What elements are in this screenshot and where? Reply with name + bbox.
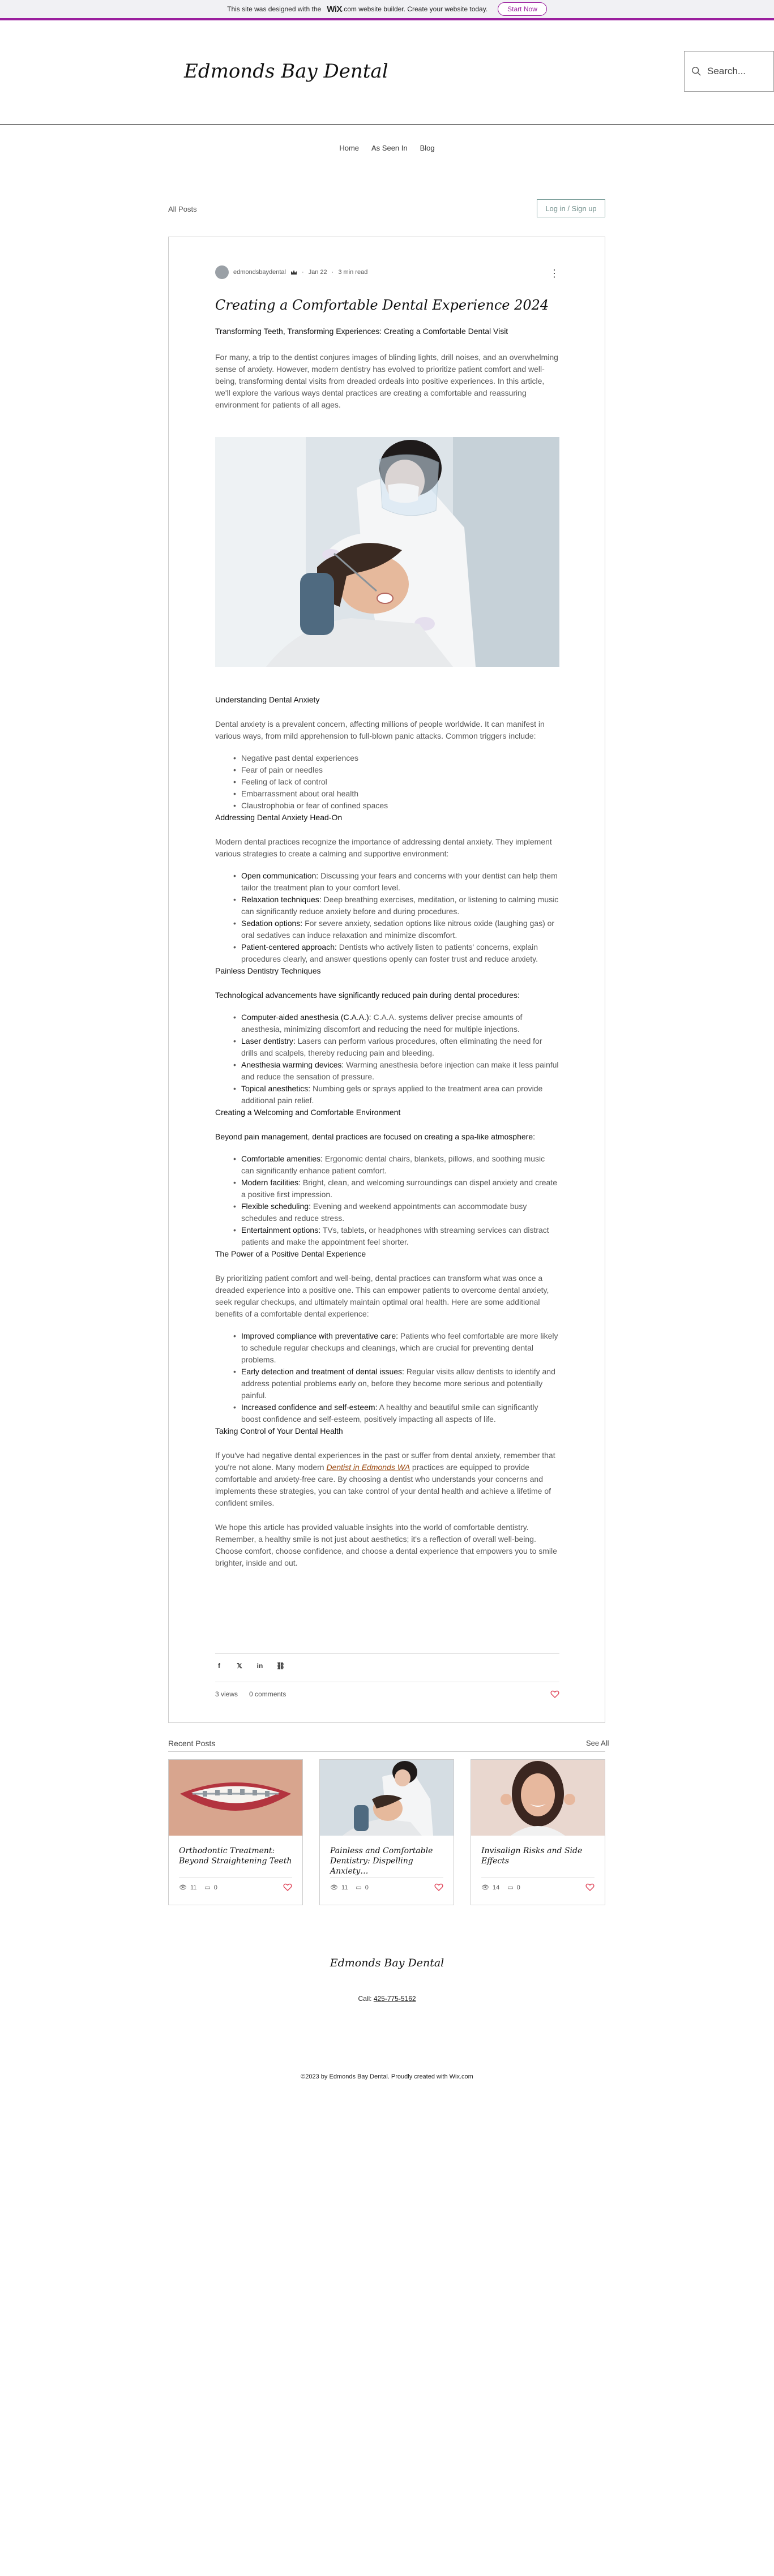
crown-icon: [290, 269, 297, 275]
section-text-power: By prioritizing patient comfort and well-being, dental practices can transform what was once a dreaded experience into a positive one. This can empower patients to overcome dental anxiety, seek regular checkups, and ultimately maintain optimal oral health. Here are some additional benefits of a comfortable dental experience:: [215, 1274, 549, 1318]
list-item: • Claustrophobia or fear of confined spaces: [241, 800, 559, 812]
footer-copyright: ©2023 by Edmonds Bay Dental. Proudly created with Wix.com: [301, 2073, 473, 2080]
facebook-icon[interactable]: f: [218, 1662, 220, 1670]
list-item: • Laser dentistry: Lasers can perform various procedures, often eliminating the need for drills and scalpels, thereby reducing pain and bleeding.: [241, 1035, 559, 1059]
list-item: • Anesthesia warming devices: Warming anesthesia before injection can make it less painful and reduce the sensation of pressure.: [241, 1059, 559, 1083]
site-title[interactable]: Edmonds Bay Dental: [184, 60, 388, 83]
share-row: [215, 1653, 559, 1670]
benefit-list: [215, 1330, 559, 1425]
dental-exam-illustration: [215, 437, 559, 667]
nav-item-as-seen-in[interactable]: As Seen In: [371, 144, 408, 152]
search-placeholder: Search...: [707, 66, 746, 76]
closing-text: We hope this article has provided valuable insights into the world of comfortable dentistry. Remember, a healthy smile is not just about aesthetics; it's a reflection of overall well-being. Choose comfort, choose confidence, and choose a dental experience that empowers you to smile brighter, inside and out.: [215, 1523, 557, 1567]
comment-icon: ▭: [204, 1884, 211, 1891]
list-item: • Comfortable amenities: Ergonomic dental chairs, blankets, pillows, and soothing music can significantly enhance patient comfort.: [241, 1153, 559, 1177]
list-item: • Flexible scheduling: Evening and weekend appointments can accommodate busy schedules and reduce stress.: [241, 1201, 559, 1224]
post-subtitle: Transforming Teeth, Transforming Experiences: Creating a Comfortable Dental Visit: [215, 327, 508, 336]
eye-icon: 👁: [481, 1884, 489, 1891]
linkedin-icon[interactable]: in: [256, 1662, 263, 1670]
section-heading-understanding: Understanding Dental Anxiety: [215, 695, 320, 704]
start-now-button[interactable]: Start Now: [498, 2, 547, 16]
site-header: [0, 23, 774, 125]
section-heading-addressing: Addressing Dental Anxiety Head-On: [215, 813, 343, 822]
eye-icon: 👁: [179, 1884, 187, 1891]
recent-post-title[interactable]: Orthodontic Treatment: Beyond Straightening Teeth: [179, 1846, 292, 1866]
twitter-icon[interactable]: 𝕏: [237, 1662, 242, 1670]
search-input[interactable]: [684, 51, 774, 92]
amenity-list: [215, 1153, 559, 1248]
section-heading-welcoming: Creating a Welcoming and Comfortable Environment: [215, 1108, 401, 1117]
technique-list: [215, 1011, 559, 1107]
footer-call: [0, 1995, 774, 2003]
list-item: • Modern facilities: Bright, clean, and welcoming surroundings can dispel anxiety and create a positive first impression.: [241, 1177, 559, 1201]
recent-post-meta: 👁 14 ▭ 0: [481, 1878, 595, 1891]
list-item: • Increased confidence and self-esteem: A healthy and beautiful smile can significantly boost confidence and self-esteem, positively impacting all aspects of life.: [241, 1401, 559, 1425]
list-item: • Open communication: Discussing your fears and concerns with your dentist can help them tailor the treatment plan to your comfort level.: [241, 870, 559, 894]
recent-post-card[interactable]: [319, 1759, 454, 1905]
main-nav: [0, 144, 774, 152]
trigger-list: [215, 752, 559, 812]
link-icon[interactable]: ⛓: [276, 1662, 285, 1670]
list-item: • Sedation options: For severe anxiety, sedation options like nitrous oxide (laughing gas) or oral sedatives can induce relaxation and minimize discomfort.: [241, 918, 559, 941]
list-item: • Feeling of lack of control: [241, 776, 559, 788]
list-item: • Fear of pain or needles: [241, 764, 559, 776]
login-signup-button[interactable]: Log in / Sign up: [537, 199, 605, 217]
dental-exam-thumbnail: [320, 1760, 454, 1836]
banner-text-before: This site was designed with the: [227, 5, 322, 13]
post-content: [215, 265, 559, 1569]
recent-post-card[interactable]: [471, 1759, 605, 1905]
footer-title: Edmonds Bay Dental: [330, 1957, 444, 1969]
heart-icon[interactable]: [585, 1883, 595, 1891]
recent-posts-title: Recent Posts: [168, 1739, 216, 1748]
search-icon: [691, 66, 702, 76]
view-count: 3 views: [215, 1690, 238, 1698]
avatar[interactable]: [215, 265, 229, 279]
section-text-addressing: Modern dental practices recognize the importance of addressing dental anxiety. They implement various strategies to create a calming and supportive environment:: [215, 837, 552, 858]
author-name[interactable]: edmondsbaydental: [233, 269, 286, 276]
list-item: • Early detection and treatment of dental issues: Regular visits allow dentists to identify and address potential problems early on, before they become more serious and potentially painful.: [241, 1366, 559, 1401]
more-options-icon[interactable]: ⋮: [549, 268, 559, 279]
comment-count[interactable]: 0 comments: [249, 1690, 286, 1698]
heart-icon[interactable]: [550, 1690, 559, 1698]
banner-text-after: .com website builder. Create your website today.: [341, 5, 488, 13]
section-text-understanding: Dental anxiety is a prevalent concern, affecting millions of people worldwide. It can manifest in various ways, from mild apprehension to full-blown panic attacks. Common triggers include:: [215, 719, 545, 740]
recent-post-meta: 👁 11 ▭ 0: [179, 1878, 292, 1891]
author-row: edmondsbaydental · Jan 22 · 3 min read ⋮: [215, 265, 559, 279]
list-item: • Patient-centered approach: Dentists who actively listen to patients' concerns, explain procedures clearly, and answer questions openly can foster trust and reduce anxiety.: [241, 941, 559, 965]
eye-icon: 👁: [330, 1884, 338, 1891]
post-stats: [215, 1682, 559, 1698]
recent-post-image: [169, 1760, 302, 1836]
smiling-woman-image: [471, 1760, 605, 1836]
post-card: [168, 237, 605, 1723]
hero-image: [215, 437, 559, 667]
strategy-list: [215, 870, 559, 965]
list-item: • Improved compliance with preventative care: Patients who feel comfortable are more likely to schedule regular checkups and cleanings, which are crucial for preventing dental problems.: [241, 1330, 559, 1366]
recent-post-card[interactable]: [168, 1759, 303, 1905]
list-item: • Entertainment options: TVs, tablets, or headphones with streaming services can distract patients and make the appointment feel shorter.: [241, 1224, 559, 1248]
wix-logo: WiX: [327, 4, 342, 14]
read-time: 3 min read: [338, 269, 368, 276]
call-label: Call:: [358, 1995, 372, 2003]
dentist-edmonds-link[interactable]: Dentist in Edmonds WA: [326, 1463, 410, 1472]
all-posts-link[interactable]: All Posts: [168, 205, 197, 213]
section-text-welcoming: Beyond pain management, dental practices are focused on creating a spa-like atmosphere:: [215, 1132, 536, 1141]
comment-icon: ▭: [356, 1884, 362, 1891]
section-heading-control: Taking Control of Your Dental Health: [215, 1426, 343, 1435]
recent-post-title[interactable]: Painless and Comfortable Dentistry: Dispelling Anxiety…: [330, 1846, 433, 1876]
post-title: Creating a Comfortable Dental Experience 2024: [215, 297, 549, 313]
phone-link[interactable]: 425-775-5162: [373, 1995, 416, 2003]
wix-banner: [0, 0, 774, 20]
list-item: • Relaxation techniques: Deep breathing exercises, meditation, or listening to calming music can significantly reduce anxiety before and during procedures.: [241, 894, 559, 918]
recent-post-meta: 👁 11 ▭ 0: [330, 1878, 443, 1891]
section-heading-power: The Power of a Positive Dental Experience: [215, 1249, 366, 1258]
list-item: • Negative past dental experiences: [241, 752, 559, 764]
list-item: • Embarrassment about oral health: [241, 788, 559, 800]
comment-icon: ▭: [507, 1884, 514, 1891]
nav-item-home[interactable]: Home: [339, 144, 360, 152]
recent-post-image: [320, 1760, 454, 1836]
heart-icon[interactable]: [283, 1883, 292, 1891]
recent-divider: [168, 1751, 605, 1752]
recent-post-image: [471, 1760, 605, 1836]
braces-smile-image: [169, 1760, 302, 1836]
section-text-control: If you've had negative dental experiences in the past or suffer from dental anxiety, remember that you're not alone. Many modern Dentist in Edmonds WA practices are equipped to provide comfortable and anxiety-free care. By choosing a dentist who understands your concerns and implements these strategies, you can take control of your dental health and achieve a lifetime of confident smiles.: [215, 1451, 555, 1507]
heart-icon[interactable]: [434, 1883, 443, 1891]
list-item: • Computer-aided anesthesia (C.A.A.): C.A.A. systems deliver precise amounts of anesthesia, minimizing discomfort and reducing the need for multiple injections.: [241, 1011, 559, 1035]
section-text-painless: Technological advancements have significantly reduced pain during dental procedures:: [215, 991, 520, 1000]
see-all-link[interactable]: See All: [586, 1739, 609, 1747]
list-item: • Topical anesthetics: Numbing gels or sprays applied to the treatment area can provide additional pain relief.: [241, 1083, 559, 1107]
post-intro: For many, a trip to the dentist conjures images of blinding lights, drill noises, and an overwhelming sense of anxiety. However, modern dentistry has evolved to prioritize patient comfort and well-being, transforming dental visits from dreaded ordeals into positive experiences. In this article, we'll explore the various ways dental practices are creating a comfortable and reassuring environment for patients of all ages.: [215, 353, 558, 409]
section-heading-painless: Painless Dentistry Techniques: [215, 966, 321, 975]
nav-item-blog[interactable]: Blog: [420, 144, 435, 152]
post-date: Jan 22: [308, 269, 327, 276]
recent-post-title[interactable]: Invisalign Risks and Side Effects: [481, 1846, 583, 1866]
